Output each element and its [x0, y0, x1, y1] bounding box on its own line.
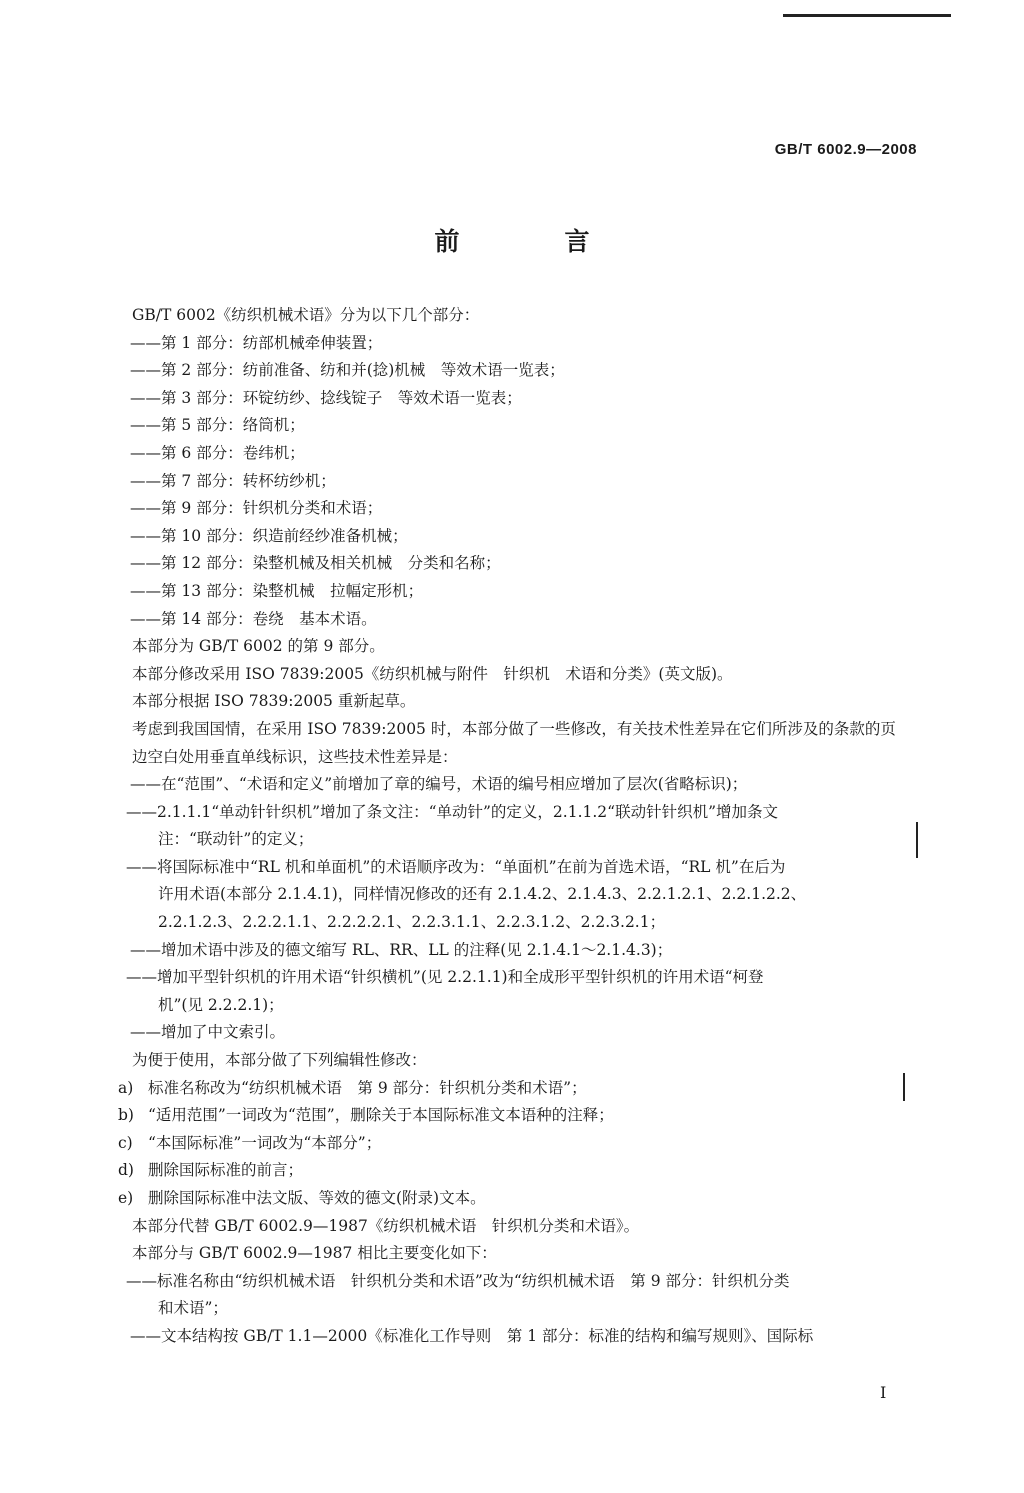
dash-list-item — [90, 854, 905, 937]
change-bar — [903, 1073, 905, 1101]
dash-list-item: ——第 9 部分：针织机分类和术语； — [130, 499, 383, 518]
dash-list-item: ——第 3 部分：环锭纺纱、捻线锭子 等效术语一览表； — [130, 388, 522, 407]
dash-list-item: ——第 2 部分：纺前准备、纺和并(捻)机械 等效术语一览表； — [130, 361, 565, 380]
dash-list-item: ——第 14 部分：卷绕 基本术语。 — [130, 609, 377, 628]
list-item-text: “本国际标准”一词改为“本部分”； — [148, 1133, 382, 1152]
dash-list-item: ——增加了中文索引。 — [130, 1023, 286, 1042]
change-bar — [916, 822, 918, 858]
dash-list-item-line: ——增加平型针织机的许用术语“针织横机”(见 2.2.1.1)和全成形平型针织机的许用术语“柯登 — [126, 968, 764, 987]
dash-list-item: ——第 12 部分：染整机械及相关机械 分类和名称； — [130, 554, 501, 573]
dash-list-item-continuation: 许用术语(本部分 2.1.4.1)，同样情况修改的还有 2.1.4.2、2.1.4.3、2.2.1.2.1、2.2.1.2.2、 — [158, 885, 807, 904]
dash-list-item-continuation: 和术语”； — [158, 1299, 228, 1318]
list-item-text: 标准名称改为“纺织机械术语 第 9 部分：针织机分类和术语”； — [148, 1078, 587, 1097]
dash-list-item: ——第 5 部分：络筒机； — [130, 416, 305, 435]
dash-list-item: ——文本结构按 GB/T 1.1—2000《标准化工作导则 第 1 部分：标准的结构和编写规则》、国际标 — [130, 1326, 814, 1345]
list-item-label: c) — [118, 1133, 133, 1152]
dash-list-item-continuation: 机”(见 2.2.2.1)； — [158, 995, 284, 1014]
paragraph: 本部分为 GB/T 6002 的第 9 部分。 — [132, 637, 385, 656]
list-item — [90, 1130, 905, 1158]
page-title: 前 言 — [434, 227, 630, 256]
paragraph: 本部分代替 GB/T 6002.9—1987《纺织机械术语 针织机分类和术语》。 — [132, 1216, 640, 1235]
dash-list-item — [90, 964, 905, 1019]
dash-list-item-line: ——2.1.1.1“单动针针织机”增加了条文注：“单动针”的定义，2.1.1.2“联动针针织机”增加条文 — [126, 802, 779, 821]
dash-list-item: ——第 13 部分：染整机械 拉幅定形机； — [130, 581, 424, 600]
list-item-text: 删除国际标准的前言； — [148, 1161, 304, 1180]
paragraph: 本部分与 GB/T 6002.9—1987 相比主要变化如下： — [132, 1244, 497, 1263]
paragraph: 考虑到我国国情，在采用 ISO 7839:2005 时，本部分做了一些修改，有关技术性差异在它们所涉及的条款的页边空白处用垂直单线标识，这些技术性差异是： — [132, 719, 896, 766]
page-number: I — [880, 1383, 887, 1402]
dash-list-item — [90, 1268, 905, 1323]
list-item — [90, 1157, 905, 1185]
list-item-label: b) — [118, 1106, 134, 1125]
paragraph: 本部分根据 ISO 7839:2005 重新起草。 — [132, 692, 416, 711]
dash-list-item: ——第 7 部分：转杯纺纱机； — [130, 471, 336, 490]
paragraph: 本部分修改采用 ISO 7839:2005《纺织机械与附件 针织机 术语和分类》(英文版)。 — [132, 664, 733, 683]
dash-list-item-line: ——标准名称由“纺织机械术语 针织机分类和术语”改为“纺织机械术语 第 9 部分：针织机分类 — [126, 1271, 790, 1290]
dash-list-item-line: ——将国际标准中“RL 机和单面机”的术语顺序改为：“单面机”在前为首选术语，“RL 机”在后为 — [126, 857, 786, 876]
list-item — [90, 1102, 905, 1130]
list-item-label: e) — [118, 1189, 134, 1207]
dash-list-item: ——第 6 部分：卷纬机； — [130, 443, 305, 462]
paragraph: 为便于使用，本部分做了下列编辑性修改： — [132, 1051, 427, 1070]
list-item-label: a) — [118, 1078, 134, 1097]
document-code: GB/T 6002.9—2008 — [774, 141, 917, 158]
dash-list-item: ——增加术语中涉及的德文缩写 RL、RR、LL 的注释(见 2.1.4.1～2.1.4.3)； — [130, 940, 673, 959]
list-item-text: 删除国际标准中法文版、等效的德文(附录)文本。 — [148, 1189, 486, 1207]
dash-list-item-continuation: 2.2.1.2.3、2.2.2.1.1、2.2.2.2.1、2.2.3.1.1、2.2.3.1.2、2.2.3.2.1； — [158, 913, 666, 932]
list-item-label: d) — [118, 1161, 134, 1180]
paragraph: GB/T 6002《纺织机械术语》分为以下几个部分： — [132, 306, 480, 324]
dash-list-item: ——在“范围”、“术语和定义”前增加了章的编号，术语的编号相应增加了层次(省略标识)； — [130, 775, 748, 794]
list-item — [90, 1075, 905, 1103]
dash-list-item-continuation: 注：“联动针”的定义； — [158, 830, 314, 849]
dash-list-item — [90, 799, 905, 854]
foreword-body — [90, 302, 905, 1351]
list-item-text: “适用范围”一词改为“范围”，删除关于本国际标准文本语种的注释； — [148, 1106, 614, 1125]
top-rule — [783, 14, 951, 17]
list-item — [90, 1185, 905, 1213]
dash-list-item: ——第 1 部分：纺部机械牵伸装置； — [130, 333, 383, 352]
dash-list-item: ——第 10 部分：织造前经纱准备机械； — [130, 526, 408, 545]
